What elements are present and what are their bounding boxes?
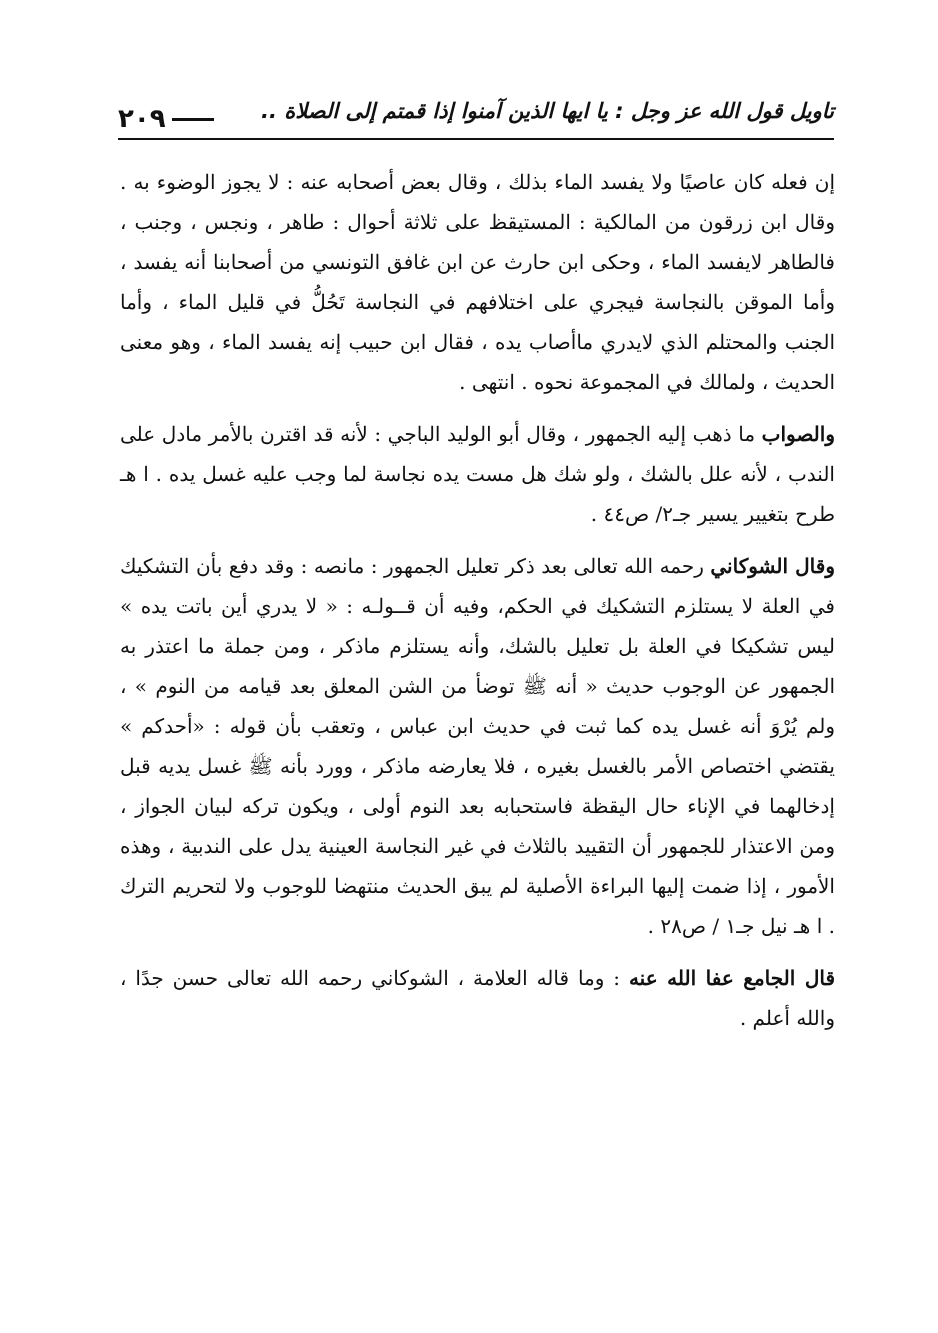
running-header-title: تاويل قول الله عز وجل : يا ايها الذين آمنوا إذا قمتم إلى الصلاة .. <box>261 99 834 123</box>
paragraph-3-lead: وقال الشوكاني <box>710 554 835 578</box>
paragraph-3-text: رحمه الله تعالى بعد ذكر تعليل الجمهور : مانصه : وقد دفع بأن التشكيك في العلة لا يستلزم التشكيك في الحكم، وفيه أن قــولـه : « لا يدري أين باتت يده » ليس تشكيكا في العلة بل تعليل بالشك، وأنه يستلزم ماذكر ، ومن جملة ما اعتذر به الجمهور عن الوجوب حديث « أنه ﷺ توضأ من الشن المعلق بعد قيامه من النوم » ، ولم يُرْوَ أنه غسل يده كما ثبت في حديث ابن عباس ، وتعقب بأن قوله : «أحدكم » يقتضي اختصاص الأمر بالغسل بغيره ، فلا يعارضه ماذكر ، وورد بأنه ﷺ غسل يديه قبل إدخالهما في الإناء حال اليقظة فاستحبابه بعد النوم أولى ، ويكون تركه لبيان الجواز ، ومن الاعتذار للجمهور أن التقييد بالثلاث في غير النجاسة العينية يدل على الندبية ، وهذه الأمور ، إذا ضمت إليها البراءة الأصلية لم يبق الحديث منتهضا للوجوب ولا لتحريم الترك . ا هـ نيل جـ١ / ص٢٨ . <box>120 554 836 938</box>
header-rule <box>118 138 834 140</box>
paragraph-4 <box>120 958 835 1038</box>
paragraph-2-lead: والصواب <box>761 422 835 446</box>
page-number: ٢٠٩ <box>118 104 166 134</box>
running-header <box>118 94 834 144</box>
body-text <box>120 162 835 1050</box>
paragraph-3 <box>120 546 835 946</box>
page-number-group <box>118 102 214 136</box>
paragraph-2 <box>120 414 835 534</box>
page-number-dash <box>172 118 214 121</box>
paragraph-2-text: ما ذهب إليه الجمهور ، وقال أبو الوليد الباجي : لأنه قد اقترن بالأمر مادل على الندب ، لأنه علل بالشك ، ولو شك هل مست يده نجاسة لما وجب عليه غسل يده . ا هـ طرح بتغيير يسير جـ٢/ ص٤٤ . <box>120 422 835 526</box>
paragraph-1 <box>120 162 835 402</box>
paragraph-4-text: : وما قاله العلامة ، الشوكاني رحمه الله تعالى حسن جدًا ، والله أعلم . <box>120 966 835 1030</box>
paragraph-4-lead: قال الجامع عفا الله عنه <box>628 966 835 990</box>
paragraph-1-text: إن فعله كان عاصيًا ولا يفسد الماء بذلك ، وقال بعض أصحابه عنه : لا يجوز الوضوء به . وقال ابن زرقون من المالكية : المستيقظ على ثلاثة أحوال : طاهر ، ونجس ، وجنب ، فالطاهر لايفسد الماء ، وحكى ابن حارث عن ابن غافق التونسي من أصحابنا أنه يفسد ، وأما الموقن بالنجاسة فيجري على اختلافهم في النجاسة تَحُلُّ في قليل الماء ، وأما الجنب والمحتلم الذي لايدري ماأصاب يده ، فقال ابن حبيب إنه يفسد الماء ، وهو معنى الحديث ، ولمالك في المجموعة نحوه . انتهى . <box>120 170 835 394</box>
